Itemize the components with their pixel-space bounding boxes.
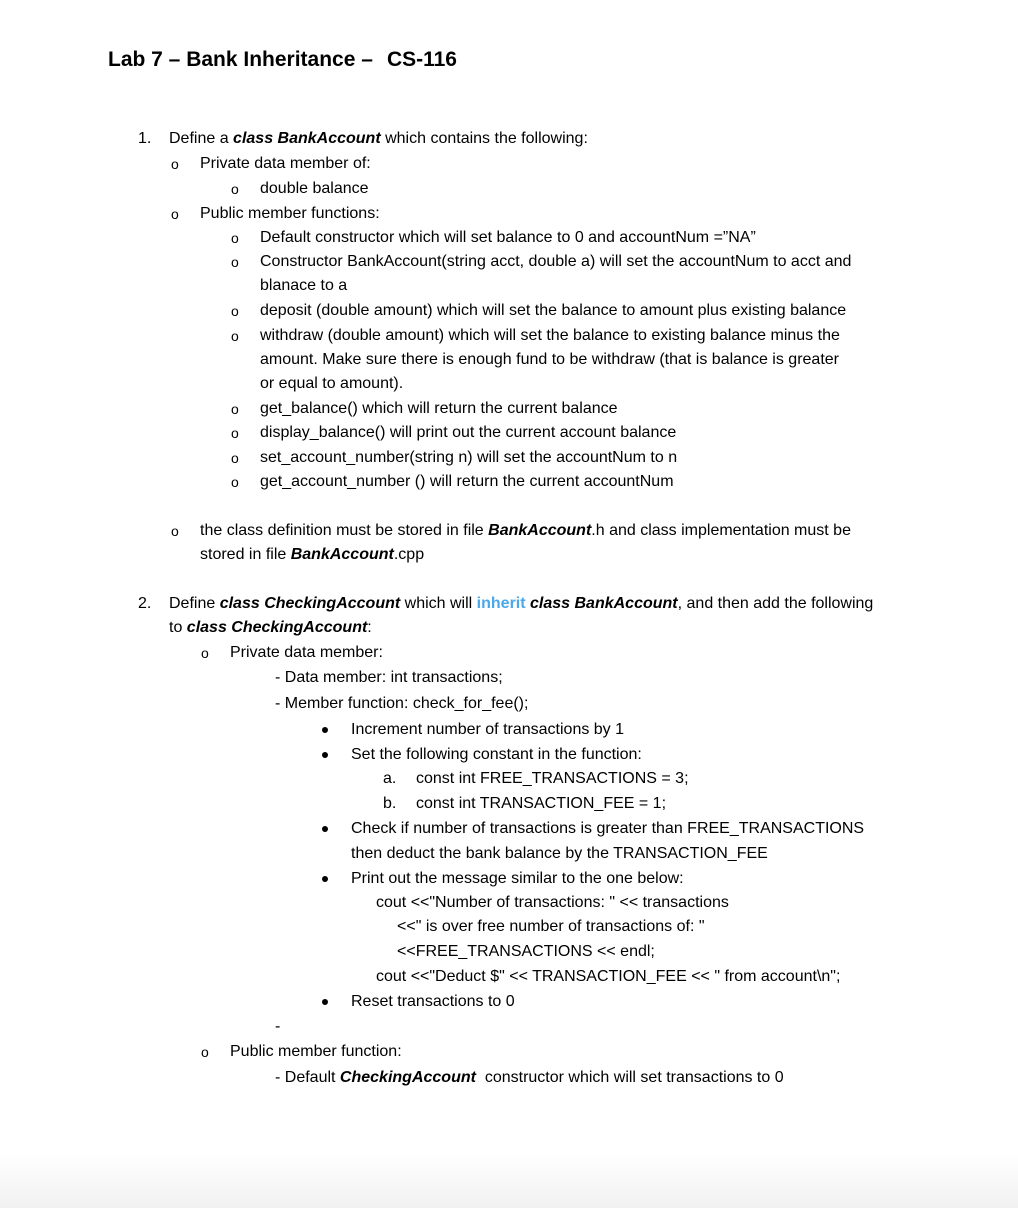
bullet-circle-icon: o — [231, 254, 239, 270]
function-constructor-line-1: Constructor BankAccount(string acct, double a) will set the accountNum to acct and — [260, 253, 852, 270]
function-withdraw-line-1: withdraw (double amount) which will set the balance to existing balance minus the — [260, 327, 840, 344]
bullet-dot-icon — [322, 999, 328, 1005]
step-check-line-2: then deduct the bank balance by the TRANSACTION_FEE — [351, 845, 768, 862]
private-member-item: double balance — [260, 180, 369, 197]
step-increment: Increment number of transactions by 1 — [351, 721, 625, 738]
section-2-heading-line-1: Define class CheckingAccount which will inherit class BankAccount, and then add the following — [169, 595, 874, 612]
public-member-function-label: Public member function: — [230, 1043, 402, 1060]
public-member-label: Public member functions: — [200, 205, 380, 222]
code-line-3: <<FREE_TRANSACTIONS << endl; — [397, 943, 655, 960]
bullet-circle-icon: o — [171, 156, 179, 172]
step-set-constants: Set the following constant in the function: — [351, 746, 642, 763]
code-line-1: cout <<"Number of transactions: " << transactions — [376, 894, 729, 911]
bullet-circle-icon: o — [171, 523, 179, 539]
bullet-circle-icon: o — [201, 645, 209, 661]
empty-dash-item: - — [275, 1018, 281, 1035]
title-main: Lab 7 – Bank Inheritance – — [108, 48, 373, 71]
page-title — [108, 47, 457, 73]
code-line-2: <<" is over free number of transactions of: " — [397, 918, 705, 935]
bullet-dot-icon — [322, 826, 328, 832]
function-withdraw-line-3: or equal to amount). — [260, 375, 404, 392]
bullet-circle-icon: o — [231, 474, 239, 490]
bullet-dot-icon — [322, 752, 328, 758]
constant-transaction-fee: const int TRANSACTION_FEE = 1; — [416, 795, 667, 812]
private-data-member-label: Private data member: — [230, 644, 383, 661]
bullet-circle-icon: o — [171, 206, 179, 222]
bullet-circle-icon: o — [231, 328, 239, 344]
function-deposit: deposit (double amount) which will set the balance to amount plus existing balance — [260, 302, 847, 319]
inherit-link[interactable]: inherit — [476, 595, 526, 612]
function-get-account-number: get_account_number () will return the current accountNum — [260, 473, 674, 490]
page-bottom-shadow — [0, 1153, 1018, 1208]
code-line-4: cout <<"Deduct $" << TRANSACTION_FEE << " from account\n"; — [376, 968, 841, 985]
function-display-balance: display_balance() will print out the current account balance — [260, 424, 677, 441]
bullet-circle-icon: o — [231, 401, 239, 417]
course-code: CS-116 — [386, 48, 457, 71]
data-member-line: - Data member: int transactions; — [275, 669, 503, 686]
bullet-circle-icon: o — [231, 425, 239, 441]
section-2-heading-line-2: to class CheckingAccount: — [169, 619, 372, 636]
function-default-constructor: Default constructor which will set balance to 0 and accountNum =”NA” — [260, 229, 756, 246]
constant-free-transactions: const int FREE_TRANSACTIONS = 3; — [416, 770, 689, 787]
default-constructor-line: - Default CheckingAccount constructor which will set transactions to 0 — [275, 1069, 784, 1086]
step-print-message: Print out the message similar to the one below: — [351, 870, 684, 887]
bullet-circle-icon: o — [231, 181, 239, 197]
sub-item-b-marker: b. — [383, 795, 397, 812]
bullet-circle-icon: o — [231, 303, 239, 319]
bullet-dot-icon — [322, 727, 328, 733]
step-reset: Reset transactions to 0 — [351, 993, 515, 1010]
section-1-number: 1. — [138, 130, 152, 147]
private-member-label: Private data member of: — [200, 155, 371, 172]
file-note-line-1: the class definition must be stored in file BankAccount.h and class implementation must be — [200, 522, 851, 539]
file-note-line-2: stored in file BankAccount.cpp — [200, 546, 425, 563]
member-function-line: - Member function: check_for_fee(); — [275, 695, 529, 712]
function-constructor-line-2: blanace to a — [260, 277, 348, 294]
step-check-line-1: Check if number of transactions is greater than FREE_TRANSACTIONS — [351, 820, 865, 837]
function-withdraw-line-2: amount. Make sure there is enough fund to be withdraw (that is balance is greater — [260, 351, 839, 368]
bullet-circle-icon: o — [231, 230, 239, 246]
bullet-dot-icon — [322, 876, 328, 882]
function-set-account-number: set_account_number(string n) will set the accountNum to n — [260, 449, 678, 466]
sub-item-a-marker: a. — [383, 770, 397, 787]
section-1-heading: Define a class BankAccount which contains the following: — [169, 130, 588, 147]
bullet-circle-icon: o — [231, 450, 239, 466]
bullet-circle-icon: o — [201, 1044, 209, 1060]
function-get-balance: get_balance() which will return the current balance — [260, 400, 618, 417]
section-2-number: 2. — [138, 595, 152, 612]
